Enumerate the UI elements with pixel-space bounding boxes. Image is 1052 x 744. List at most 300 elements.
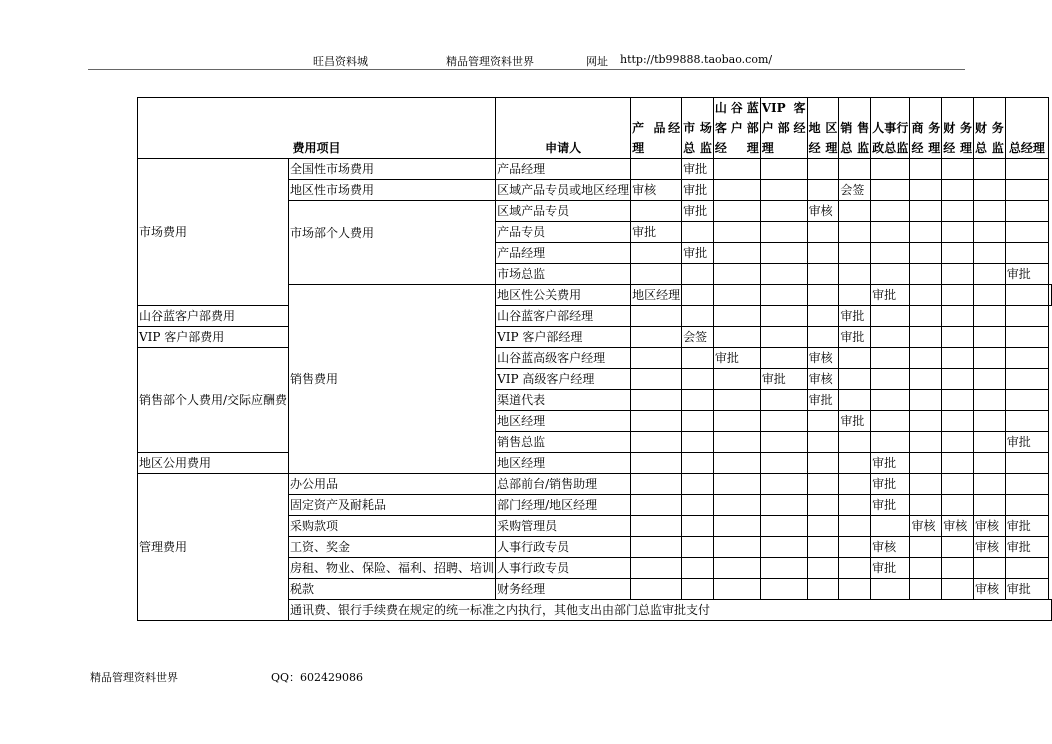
action-cell: 审批 bbox=[682, 180, 714, 201]
empty-cell bbox=[631, 453, 682, 474]
action-cell: 审批 bbox=[682, 159, 714, 180]
empty-cell bbox=[942, 495, 974, 516]
empty-cell bbox=[942, 201, 974, 222]
empty-cell bbox=[807, 432, 839, 453]
empty-cell bbox=[942, 348, 974, 369]
header-approver: 销 售总监 bbox=[839, 98, 871, 159]
empty-cell bbox=[839, 453, 871, 474]
empty-cell bbox=[871, 243, 910, 264]
empty-cell bbox=[682, 495, 714, 516]
action-cell: 审核 bbox=[910, 516, 942, 537]
action-cell: 审批 bbox=[713, 348, 760, 369]
empty-cell bbox=[871, 579, 910, 600]
approval-matrix-table bbox=[137, 97, 1052, 621]
empty-cell bbox=[910, 348, 942, 369]
empty-cell bbox=[871, 264, 910, 285]
action-cell: 审批 bbox=[871, 474, 910, 495]
empty-cell bbox=[807, 411, 839, 432]
empty-cell bbox=[713, 369, 760, 390]
item-cell: 山谷蓝客户部费用 bbox=[138, 306, 289, 327]
item-cell: 全国性市场费用 bbox=[289, 159, 496, 180]
empty-cell bbox=[713, 558, 760, 579]
applicant-cell: 山谷蓝客户部经理 bbox=[496, 306, 631, 327]
empty-cell bbox=[942, 537, 974, 558]
empty-cell bbox=[682, 285, 714, 306]
empty-cell bbox=[974, 306, 1006, 327]
empty-cell bbox=[807, 264, 839, 285]
empty-cell bbox=[942, 432, 974, 453]
page-header bbox=[0, 53, 1052, 69]
applicant-cell: 销售总监 bbox=[496, 432, 631, 453]
empty-cell bbox=[942, 285, 974, 306]
empty-cell bbox=[974, 558, 1006, 579]
empty-cell bbox=[1005, 306, 1048, 327]
applicant-cell: 市场总监 bbox=[496, 264, 631, 285]
empty-cell bbox=[942, 474, 974, 495]
action-cell: 会签 bbox=[839, 180, 871, 201]
action-cell: 审核 bbox=[974, 579, 1006, 600]
empty-cell bbox=[631, 369, 682, 390]
applicant-cell: 产品经理 bbox=[496, 159, 631, 180]
empty-cell bbox=[839, 222, 871, 243]
empty-cell bbox=[760, 327, 807, 348]
empty-cell bbox=[682, 537, 714, 558]
empty-cell bbox=[682, 579, 714, 600]
empty-cell bbox=[839, 516, 871, 537]
applicant-cell: 区域产品专员或地区经理 bbox=[496, 180, 631, 201]
empty-cell bbox=[807, 453, 839, 474]
empty-cell bbox=[942, 579, 974, 600]
item-cell: 地区公用费用 bbox=[138, 453, 289, 474]
empty-cell bbox=[631, 264, 682, 285]
empty-cell bbox=[807, 327, 839, 348]
empty-cell bbox=[713, 201, 760, 222]
item-cell: 销售部个人费用/交际应酬费 bbox=[138, 348, 289, 453]
action-cell: 审批 bbox=[1005, 264, 1048, 285]
empty-cell bbox=[631, 348, 682, 369]
empty-cell bbox=[631, 495, 682, 516]
empty-cell bbox=[839, 432, 871, 453]
empty-cell bbox=[871, 432, 910, 453]
empty-cell bbox=[839, 495, 871, 516]
empty-cell bbox=[974, 348, 1006, 369]
empty-cell bbox=[713, 537, 760, 558]
item-cell: 税款 bbox=[289, 579, 496, 600]
empty-cell bbox=[713, 432, 760, 453]
action-cell: 审核 bbox=[974, 516, 1006, 537]
table-row bbox=[138, 474, 1052, 495]
empty-cell bbox=[631, 579, 682, 600]
applicant-cell: 产品经理 bbox=[496, 243, 631, 264]
category-cell: 管理费用 bbox=[138, 474, 289, 621]
action-cell: 审批 bbox=[807, 390, 839, 411]
empty-cell bbox=[942, 369, 974, 390]
action-cell: 审核 bbox=[807, 369, 839, 390]
empty-cell bbox=[1005, 327, 1048, 348]
empty-cell bbox=[713, 327, 760, 348]
header-approver: 财 务经理 bbox=[942, 98, 974, 159]
action-cell: 审批 bbox=[871, 558, 910, 579]
empty-cell bbox=[871, 348, 910, 369]
empty-cell bbox=[1005, 201, 1048, 222]
empty-cell bbox=[942, 390, 974, 411]
empty-cell bbox=[1005, 474, 1048, 495]
empty-cell bbox=[807, 285, 839, 306]
empty-cell bbox=[910, 243, 942, 264]
empty-cell bbox=[760, 453, 807, 474]
empty-cell bbox=[910, 537, 942, 558]
empty-cell bbox=[631, 390, 682, 411]
applicant-cell: 渠道代表 bbox=[496, 390, 631, 411]
action-cell: 审核 bbox=[631, 180, 682, 201]
empty-cell bbox=[910, 369, 942, 390]
empty-cell bbox=[713, 579, 760, 600]
header-approver: 商 务经理 bbox=[910, 98, 942, 159]
action-cell: 审核 bbox=[871, 537, 910, 558]
applicant-cell: 总部前台/销售助理 bbox=[496, 474, 631, 495]
empty-cell bbox=[910, 327, 942, 348]
empty-cell bbox=[807, 516, 839, 537]
empty-cell bbox=[942, 453, 974, 474]
empty-cell bbox=[942, 264, 974, 285]
empty-cell bbox=[871, 180, 910, 201]
empty-cell bbox=[760, 306, 807, 327]
header-url-label: 网址 bbox=[586, 55, 608, 68]
table-row bbox=[138, 306, 1052, 327]
empty-cell bbox=[631, 306, 682, 327]
empty-cell bbox=[871, 201, 910, 222]
empty-cell bbox=[807, 222, 839, 243]
empty-cell bbox=[760, 390, 807, 411]
empty-cell bbox=[910, 390, 942, 411]
empty-cell bbox=[760, 243, 807, 264]
empty-cell bbox=[942, 222, 974, 243]
applicant-cell: 采购管理员 bbox=[496, 516, 631, 537]
action-cell: 会签 bbox=[682, 327, 714, 348]
empty-cell bbox=[760, 222, 807, 243]
header-row bbox=[138, 98, 1052, 159]
table-row bbox=[138, 453, 1052, 474]
empty-cell bbox=[713, 474, 760, 495]
empty-cell bbox=[1005, 243, 1048, 264]
empty-cell bbox=[713, 222, 760, 243]
empty-cell bbox=[839, 201, 871, 222]
applicant-cell: VIP 客户部经理 bbox=[496, 327, 631, 348]
action-cell: 审批 bbox=[631, 222, 682, 243]
empty-cell bbox=[760, 285, 807, 306]
empty-cell bbox=[631, 432, 682, 453]
empty-cell bbox=[1005, 495, 1048, 516]
empty-cell bbox=[910, 411, 942, 432]
empty-cell bbox=[760, 432, 807, 453]
empty-cell bbox=[839, 537, 871, 558]
empty-cell bbox=[760, 579, 807, 600]
action-cell: 审批 bbox=[871, 495, 910, 516]
empty-cell bbox=[631, 558, 682, 579]
header-approver: VIP 客户部经理 bbox=[760, 98, 807, 159]
table-row bbox=[138, 327, 1052, 348]
empty-cell bbox=[942, 558, 974, 579]
empty-cell bbox=[839, 285, 871, 306]
empty-cell bbox=[910, 285, 942, 306]
empty-cell bbox=[807, 180, 839, 201]
applicant-cell: 山谷蓝高级客户经理 bbox=[496, 348, 631, 369]
header-divider bbox=[88, 69, 965, 70]
empty-cell bbox=[682, 369, 714, 390]
empty-cell bbox=[974, 495, 1006, 516]
applicant-cell: 地区经理 bbox=[496, 411, 631, 432]
action-cell: 审批 bbox=[1005, 432, 1048, 453]
empty-cell bbox=[760, 411, 807, 432]
empty-cell bbox=[682, 390, 714, 411]
item-cell: 固定资产及耐耗品 bbox=[289, 495, 496, 516]
applicant-cell: 部门经理/地区经理 bbox=[496, 495, 631, 516]
applicant-cell: 人事行政专员 bbox=[496, 537, 631, 558]
empty-cell bbox=[682, 306, 714, 327]
header-approver: 人事行政总监 bbox=[871, 98, 910, 159]
empty-cell bbox=[760, 264, 807, 285]
empty-cell bbox=[682, 432, 714, 453]
empty-cell bbox=[807, 474, 839, 495]
empty-cell bbox=[871, 390, 910, 411]
action-cell: 审批 bbox=[839, 327, 871, 348]
item-cell: 采购款项 bbox=[289, 516, 496, 537]
empty-cell bbox=[1005, 558, 1048, 579]
action-cell: 审批 bbox=[760, 369, 807, 390]
empty-cell bbox=[910, 306, 942, 327]
empty-cell bbox=[942, 327, 974, 348]
empty-cell bbox=[974, 264, 1006, 285]
header-expense-item: 费用项目 bbox=[138, 98, 496, 159]
footer-qq: QQ：602429086 bbox=[271, 671, 364, 684]
empty-cell bbox=[839, 264, 871, 285]
empty-cell bbox=[760, 558, 807, 579]
empty-cell bbox=[839, 390, 871, 411]
empty-cell bbox=[871, 222, 910, 243]
empty-cell bbox=[839, 558, 871, 579]
empty-cell bbox=[713, 411, 760, 432]
item-cell: 地区性公关费用 bbox=[496, 285, 631, 306]
empty-cell bbox=[760, 201, 807, 222]
empty-cell bbox=[1005, 285, 1048, 306]
applicant-cell: 地区经理 bbox=[631, 285, 682, 306]
header-approver: 市 场总监 bbox=[682, 98, 714, 159]
empty-cell bbox=[910, 474, 942, 495]
page-footer bbox=[0, 669, 1052, 685]
applicant-cell: 地区经理 bbox=[496, 453, 631, 474]
empty-cell bbox=[807, 495, 839, 516]
action-cell: 审核 bbox=[974, 537, 1006, 558]
header-approver: 地 区经理 bbox=[807, 98, 839, 159]
empty-cell bbox=[682, 516, 714, 537]
empty-cell bbox=[1005, 369, 1048, 390]
empty-cell bbox=[942, 180, 974, 201]
empty-cell bbox=[682, 264, 714, 285]
empty-cell bbox=[910, 264, 942, 285]
empty-cell bbox=[871, 159, 910, 180]
action-cell: 审批 bbox=[871, 453, 910, 474]
empty-cell bbox=[839, 474, 871, 495]
header-url[interactable]: http://tb99888.taobao.com/ bbox=[620, 53, 773, 66]
empty-cell bbox=[713, 390, 760, 411]
empty-cell bbox=[760, 537, 807, 558]
empty-cell bbox=[713, 285, 760, 306]
empty-cell bbox=[839, 243, 871, 264]
empty-cell bbox=[631, 201, 682, 222]
action-cell: 审批 bbox=[1005, 537, 1048, 558]
applicant-cell: 人事行政专员 bbox=[496, 558, 631, 579]
category-cell: 销售费用 bbox=[289, 285, 496, 474]
empty-cell bbox=[760, 516, 807, 537]
empty-cell bbox=[807, 579, 839, 600]
header-approver: 总经理 bbox=[1005, 98, 1048, 159]
empty-cell bbox=[910, 180, 942, 201]
action-cell: 审批 bbox=[839, 411, 871, 432]
empty-cell bbox=[974, 159, 1006, 180]
empty-cell bbox=[974, 411, 1006, 432]
empty-cell bbox=[807, 558, 839, 579]
empty-cell bbox=[942, 243, 974, 264]
category-cell: 市场费用 bbox=[138, 159, 289, 306]
empty-cell bbox=[631, 327, 682, 348]
empty-cell bbox=[871, 369, 910, 390]
action-cell: 审批 bbox=[1005, 579, 1048, 600]
action-cell: 审核 bbox=[807, 201, 839, 222]
header-applicant: 申请人 bbox=[496, 98, 631, 159]
empty-cell bbox=[974, 285, 1006, 306]
empty-cell bbox=[807, 159, 839, 180]
empty-cell bbox=[871, 516, 910, 537]
empty-cell bbox=[1005, 222, 1048, 243]
empty-cell bbox=[1049, 285, 1052, 306]
empty-cell bbox=[910, 201, 942, 222]
empty-cell bbox=[807, 243, 839, 264]
item-cell: 房租、物业、保险、福利、招聘、培训 bbox=[289, 558, 496, 579]
empty-cell bbox=[974, 369, 1006, 390]
empty-cell bbox=[974, 222, 1006, 243]
empty-cell bbox=[910, 453, 942, 474]
empty-cell bbox=[682, 348, 714, 369]
action-cell: 审批 bbox=[839, 306, 871, 327]
header-company: 旺昌资料城 bbox=[313, 55, 368, 68]
empty-cell bbox=[974, 390, 1006, 411]
empty-cell bbox=[974, 180, 1006, 201]
empty-cell bbox=[974, 474, 1006, 495]
empty-cell bbox=[839, 159, 871, 180]
empty-cell bbox=[713, 453, 760, 474]
item-cell: 工资、奖金 bbox=[289, 537, 496, 558]
empty-cell bbox=[942, 159, 974, 180]
empty-cell bbox=[1005, 180, 1048, 201]
item-cell: 地区性市场费用 bbox=[289, 180, 496, 201]
footer-site-name: 精品管理资料世界 bbox=[90, 671, 178, 684]
empty-cell bbox=[682, 411, 714, 432]
action-cell: 审批 bbox=[682, 243, 714, 264]
action-cell: 审核 bbox=[807, 348, 839, 369]
empty-cell bbox=[760, 348, 807, 369]
header-site-name: 精品管理资料世界 bbox=[446, 55, 534, 68]
empty-cell bbox=[631, 516, 682, 537]
action-cell: 审批 bbox=[1005, 516, 1048, 537]
empty-cell bbox=[942, 306, 974, 327]
empty-cell bbox=[942, 411, 974, 432]
empty-cell bbox=[760, 495, 807, 516]
header-approver: 产 品经理 bbox=[631, 98, 682, 159]
empty-cell bbox=[1005, 348, 1048, 369]
empty-cell bbox=[974, 432, 1006, 453]
empty-cell bbox=[1005, 453, 1048, 474]
empty-cell bbox=[974, 201, 1006, 222]
empty-cell bbox=[910, 159, 942, 180]
action-cell: 审核 bbox=[942, 516, 974, 537]
empty-cell bbox=[713, 495, 760, 516]
empty-cell bbox=[1005, 390, 1048, 411]
empty-cell bbox=[910, 432, 942, 453]
empty-cell bbox=[682, 453, 714, 474]
table-note: 通讯费、银行手续费在规定的统一标准之内执行，其他支出由部门总监审批支付 bbox=[289, 600, 1052, 621]
item-cell: VIP 客户部费用 bbox=[138, 327, 289, 348]
empty-cell bbox=[682, 222, 714, 243]
header-approver: 财 务总监 bbox=[974, 98, 1006, 159]
empty-cell bbox=[760, 180, 807, 201]
applicant-cell: 区域产品专员 bbox=[496, 201, 631, 222]
empty-cell bbox=[631, 243, 682, 264]
table-row bbox=[138, 348, 1052, 369]
applicant-cell: 产品专员 bbox=[496, 222, 631, 243]
empty-cell bbox=[631, 411, 682, 432]
empty-cell bbox=[760, 474, 807, 495]
empty-cell bbox=[871, 327, 910, 348]
empty-cell bbox=[839, 579, 871, 600]
applicant-cell: 财务经理 bbox=[496, 579, 631, 600]
header-approver: 山谷蓝客户部经理 bbox=[713, 98, 760, 159]
empty-cell bbox=[1005, 411, 1048, 432]
item-cell: 市场部个人费用 bbox=[289, 201, 496, 285]
empty-cell bbox=[974, 243, 1006, 264]
empty-cell bbox=[910, 579, 942, 600]
empty-cell bbox=[713, 264, 760, 285]
empty-cell bbox=[713, 516, 760, 537]
empty-cell bbox=[839, 369, 871, 390]
empty-cell bbox=[974, 453, 1006, 474]
empty-cell bbox=[631, 159, 682, 180]
empty-cell bbox=[871, 411, 910, 432]
empty-cell bbox=[713, 306, 760, 327]
empty-cell bbox=[807, 306, 839, 327]
empty-cell bbox=[1005, 159, 1048, 180]
empty-cell bbox=[910, 558, 942, 579]
applicant-cell: VIP 高级客户经理 bbox=[496, 369, 631, 390]
table-row bbox=[138, 159, 1052, 180]
empty-cell bbox=[631, 537, 682, 558]
action-cell: 审批 bbox=[682, 201, 714, 222]
empty-cell bbox=[974, 327, 1006, 348]
empty-cell bbox=[713, 159, 760, 180]
empty-cell bbox=[910, 495, 942, 516]
empty-cell bbox=[760, 159, 807, 180]
empty-cell bbox=[682, 558, 714, 579]
empty-cell bbox=[713, 180, 760, 201]
empty-cell bbox=[910, 222, 942, 243]
empty-cell bbox=[839, 348, 871, 369]
empty-cell bbox=[807, 537, 839, 558]
empty-cell bbox=[713, 243, 760, 264]
empty-cell bbox=[682, 474, 714, 495]
action-cell: 审批 bbox=[871, 285, 910, 306]
empty-cell bbox=[871, 306, 910, 327]
empty-cell bbox=[631, 474, 682, 495]
item-cell: 办公用品 bbox=[289, 474, 496, 495]
